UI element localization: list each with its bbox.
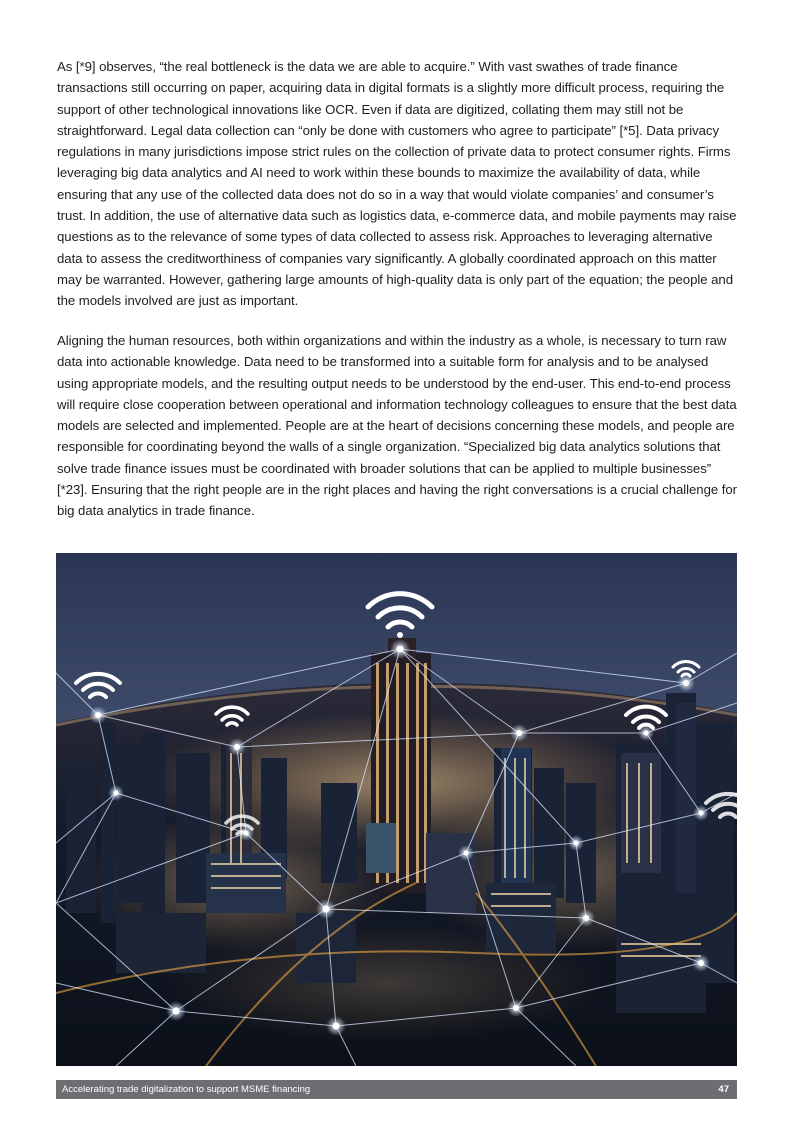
city-network-photo [56,553,737,1066]
body-paragraph-1: As [*9] observes, “the real bottleneck is the data we are able to acquire.” With vast swathes of trade finance transactions still occurring on paper, acquiring data in digital formats is a slightly more difficult process, requiring the support of other technological innovations like OCR. Even if data are digitized, collating them may still not be straightforward. Legal data collection can “only be done with customers who agree to participate” [*5]. Data privacy regulations in many jurisdictions impose strict rules on the collection of private data to protect consumer rights. Firms leveraging big data analytics and AI need to work within these bounds to maximize the availability of data, while ensuring that any use of the collected data does not do so in a way that would violate companies’ and consumer’s trust. In addition, the use of alternative data such as logistics data, e-commerce data, and mobile payments may raise questions as to the relevance of some types of data collected to assess risk. Approaches to leveraging alternative data to assess the creditworthiness of companies vary significantly. A globally coordinated approach on this matter may be warranted. However, gathering large amounts of high-quality data is only part of the equation; the people and the models involved are just as important. [57,59,737,309]
page-number: 47 [718,1084,729,1095]
body-paragraph-2: Aligning the human resources, both within organizations and within the industry as a whole, is necessary to turn raw data into actionable knowledge. Data need to be transformed into a suitable form for analysis and to be analysed using appropriate models, and the resulting output needs to be understood by the end-user. This end-to-end process will require close cooperation between operational and information technology colleagues to ensure that the best data models are selected and implemented. People are at the heart of decisions concerning these models, and people are responsible for coordinating beyond the walls of a single organization. “Specialized big data analytics solutions that solve trade finance issues must be coordinated with broader solutions that can be applied to multiple businesses” [*23]. Ensuring that the right people are in the right places and having the right conversations is a crucial challenge for big data analytics in trade finance. [57,333,738,519]
footer-title: Accelerating trade digitalization to support MSME financing [62,1084,311,1095]
page-footer [56,1080,737,1099]
